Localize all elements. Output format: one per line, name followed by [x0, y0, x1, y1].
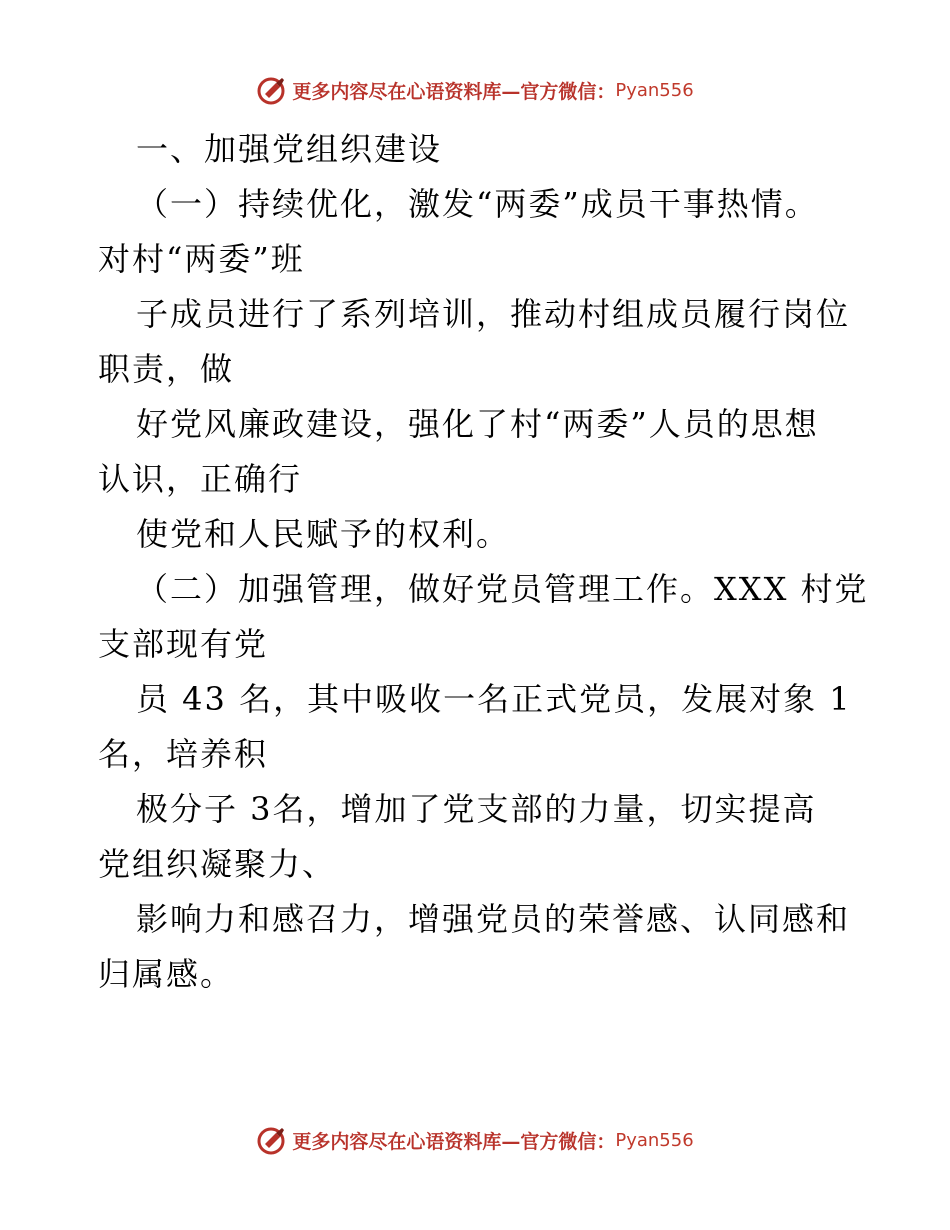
watermark-wechat-id: Pyan556: [615, 1129, 694, 1151]
document-body: [98, 122, 869, 1002]
text-line: （二）加强管理，做好党员管理工作。XXX 村党: [136, 570, 869, 608]
footer-watermark: [0, 1120, 950, 1160]
watermark-text: 更多内容尽在心语资料库—官方微信：: [292, 80, 616, 103]
text-line: （一）持续优化，激发“两委”成员干事热情。: [136, 185, 819, 223]
text-line: 支部现有党: [98, 625, 269, 663]
logo-icon: [256, 1124, 288, 1156]
text-line: 认识，正确行: [98, 460, 303, 498]
header-watermark: [0, 70, 950, 110]
logo-icon: [256, 74, 288, 106]
text-line: 对村“两委”班: [98, 240, 305, 278]
text-line: 影响力和感召力，增强党员的荣誉感、认同感和: [136, 900, 851, 938]
text-line: 极分子 3名，增加了党支部的力量，切实提高: [136, 790, 817, 828]
text-line: 使党和人民赋予的权利。: [136, 515, 511, 553]
watermark-wechat-id: Pyan556: [615, 79, 694, 101]
text-line: 职责，做: [98, 350, 235, 388]
text-line: 名，培养积: [98, 735, 269, 773]
text-line: 党组织凝聚力、: [98, 845, 337, 883]
watermark-text: 更多内容尽在心语资料库—官方微信：: [292, 1130, 616, 1153]
text-line: 子成员进行了系列培训，推动村组成员履行岗位: [136, 295, 851, 333]
section-heading: 一、加强党组织建设: [136, 130, 443, 168]
text-line: 好党风廉政建设，强化了村“两委”人员的思想: [136, 405, 819, 443]
text-line: 归属感。: [98, 955, 235, 993]
text-line: 员 43 名，其中吸收一名正式党员，发展对象 1: [136, 680, 852, 718]
